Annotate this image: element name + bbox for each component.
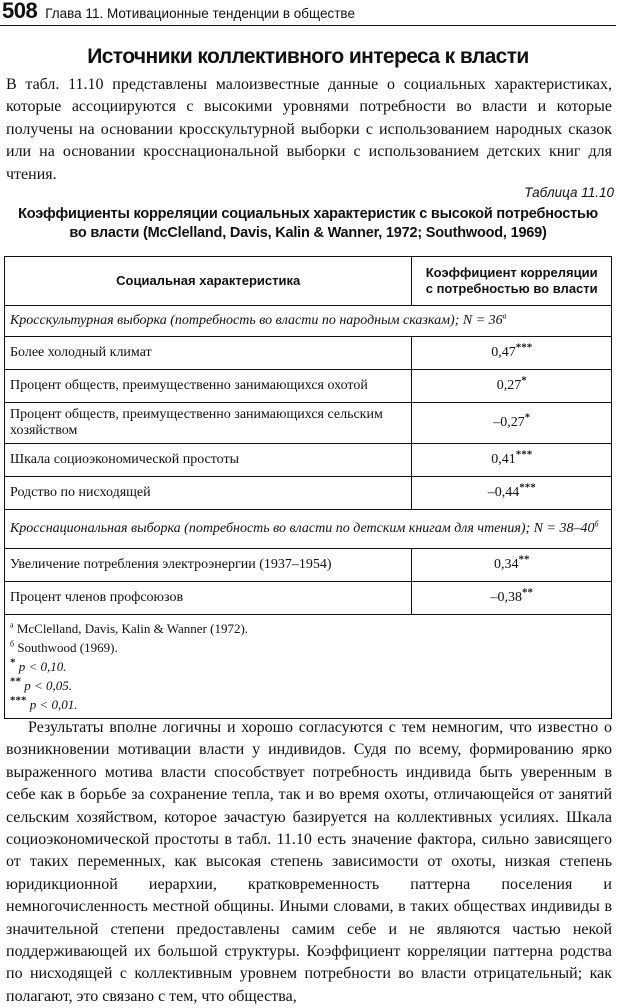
group-row-crossnational	[5, 510, 612, 549]
table-row	[5, 444, 612, 477]
row-value-number: –0,27	[493, 415, 525, 430]
page-number: 508	[2, 0, 38, 23]
note-text: p < 0,01.	[29, 697, 78, 712]
row-name: Процент обществ, преимущественно занимающихся охотой	[5, 370, 412, 403]
significance-stars: **	[518, 553, 530, 566]
header-coefficient	[412, 257, 612, 306]
results-paragraph: Результаты вполне логичны и хорошо согласуются с тем немногим, что известно о возникновении мотивации власти у индивидов. Судя по всему, формированию ярко выраженного мотива власти способствует потребность индивида быть уверенным в себе как в борьбе за сохранение тепла, так и во время охоты, отличающейся от занятий сельским хозяйством, которое зачастую базируется на коллективных усилиях. Шкала социоэкономической простоты в табл. 11.10 есть значение фактора, сильно зависящего от таких переменных, как высокая степень зависимости от охоты, низкая степень юридикционной иерархии, кратковременность паттерна поселения и немногочисленность местной общины. Иными словами, в таких обществах индивиды в значительной степени предоставлены самим себе и не являются частью некой поддерживающей их большой структуры. Коэффициент корреляции паттерна родства по нисходящей с коллективным уровнем потребности во власти отрицательный; как полагают, это связано с тем, что общества,	[6, 719, 612, 1005]
row-name: Шкала социоэкономической простоты	[5, 444, 412, 477]
note-text: Southwood (1969).	[17, 640, 118, 655]
row-value-number: 0,34	[493, 557, 519, 572]
note-text: p < 0,10.	[18, 659, 67, 674]
table-row	[5, 370, 612, 403]
significance-stars: **	[521, 586, 533, 599]
note-mark: б	[10, 639, 15, 649]
chapter-title: Глава 11. Мотивационные тенденции в обществе	[45, 6, 355, 21]
header-characteristic: Социальная характеристика	[5, 257, 412, 306]
row-value	[412, 477, 612, 510]
row-name: Процент обществ, преимущественно занимающихся сельским хозяйством	[5, 403, 412, 444]
table-row	[5, 549, 612, 582]
note-mark: *	[10, 656, 16, 669]
row-value	[412, 337, 612, 370]
table-header-row	[5, 257, 612, 306]
group-label-text: Кросснациональная выборка (потребность во власти по детским книгам для чтения); N = 38–40	[10, 521, 595, 536]
table-row	[5, 403, 612, 444]
correlation-table	[4, 256, 612, 719]
row-value	[412, 444, 612, 477]
row-name: Родство по нисходящей	[5, 477, 412, 510]
row-value-number: –0,44	[487, 485, 520, 500]
note-text: p < 0,05.	[24, 678, 73, 693]
running-header	[0, 0, 616, 26]
footnote-mark: б	[594, 519, 599, 529]
group-label-crossnational	[5, 510, 612, 549]
header-coefficient-line-1: Коэффициент корреляции	[425, 265, 598, 280]
significance-stars: ***	[515, 341, 533, 354]
note-line	[10, 657, 606, 676]
group-row-crosscultural	[5, 306, 612, 337]
row-value	[412, 582, 612, 615]
significance-stars: ***	[515, 448, 533, 461]
row-name: Более холодный климат	[5, 337, 412, 370]
notes-row	[5, 615, 612, 719]
footnote-mark: a	[502, 311, 507, 321]
row-value-number: 0,41	[491, 452, 516, 467]
table-caption-line-2: во власти (McClelland, Davis, Kalin & Wanner, 1972; Southwood, 1969)	[69, 225, 547, 241]
header-coefficient-line-2: с потребностью во власти	[425, 281, 598, 296]
intro-paragraph: В табл. 11.10 представлены малоизвестные данные о социальных характеристиках, которые ассоциируются с высокими уровнями потребности во власти и которые получены на основании кросскультурной выборки с использованием народных сказок или на основании кросснациональной выборки с использованием детских книг для чтения.	[6, 76, 612, 183]
section-heading: Источники коллективного интереса к власти	[87, 45, 529, 68]
significance-stars: ***	[519, 481, 536, 494]
note-line	[10, 695, 606, 714]
row-value	[412, 549, 612, 582]
group-label-crosscultural	[5, 306, 612, 337]
note-mark: a	[10, 620, 14, 630]
table-caption-line-1: Коэффициенты корреляции социальных характеристик с высокой потребностью	[18, 206, 598, 222]
significance-stars: *	[524, 411, 531, 424]
row-name: Увеличение потребления электроэнергии (1937–1954)	[5, 549, 412, 582]
row-value-number: 0,27	[496, 378, 522, 393]
table-row	[5, 582, 612, 615]
row-name: Процент членов профсоюзов	[5, 582, 412, 615]
note-line	[10, 619, 606, 638]
note-line	[10, 676, 606, 695]
table-number-label: Таблица 11.10	[524, 185, 614, 200]
note-mark: ***	[10, 694, 27, 707]
note-line	[10, 638, 606, 657]
table-row	[5, 337, 612, 370]
row-value-number: 0,47	[491, 345, 516, 360]
table-notes	[5, 615, 612, 719]
table-caption	[0, 205, 616, 243]
group-label-text: Кросскультурная выборка (потребность во власти по народным сказкам); N = 36	[10, 313, 503, 328]
table-row	[5, 477, 612, 510]
row-value	[412, 403, 612, 444]
row-value	[412, 370, 612, 403]
note-mark: **	[10, 675, 21, 688]
note-text: McClelland, Davis, Kalin & Wanner (1972).	[16, 621, 249, 636]
significance-stars: *	[521, 374, 527, 387]
row-value-number: –0,38	[490, 590, 522, 605]
